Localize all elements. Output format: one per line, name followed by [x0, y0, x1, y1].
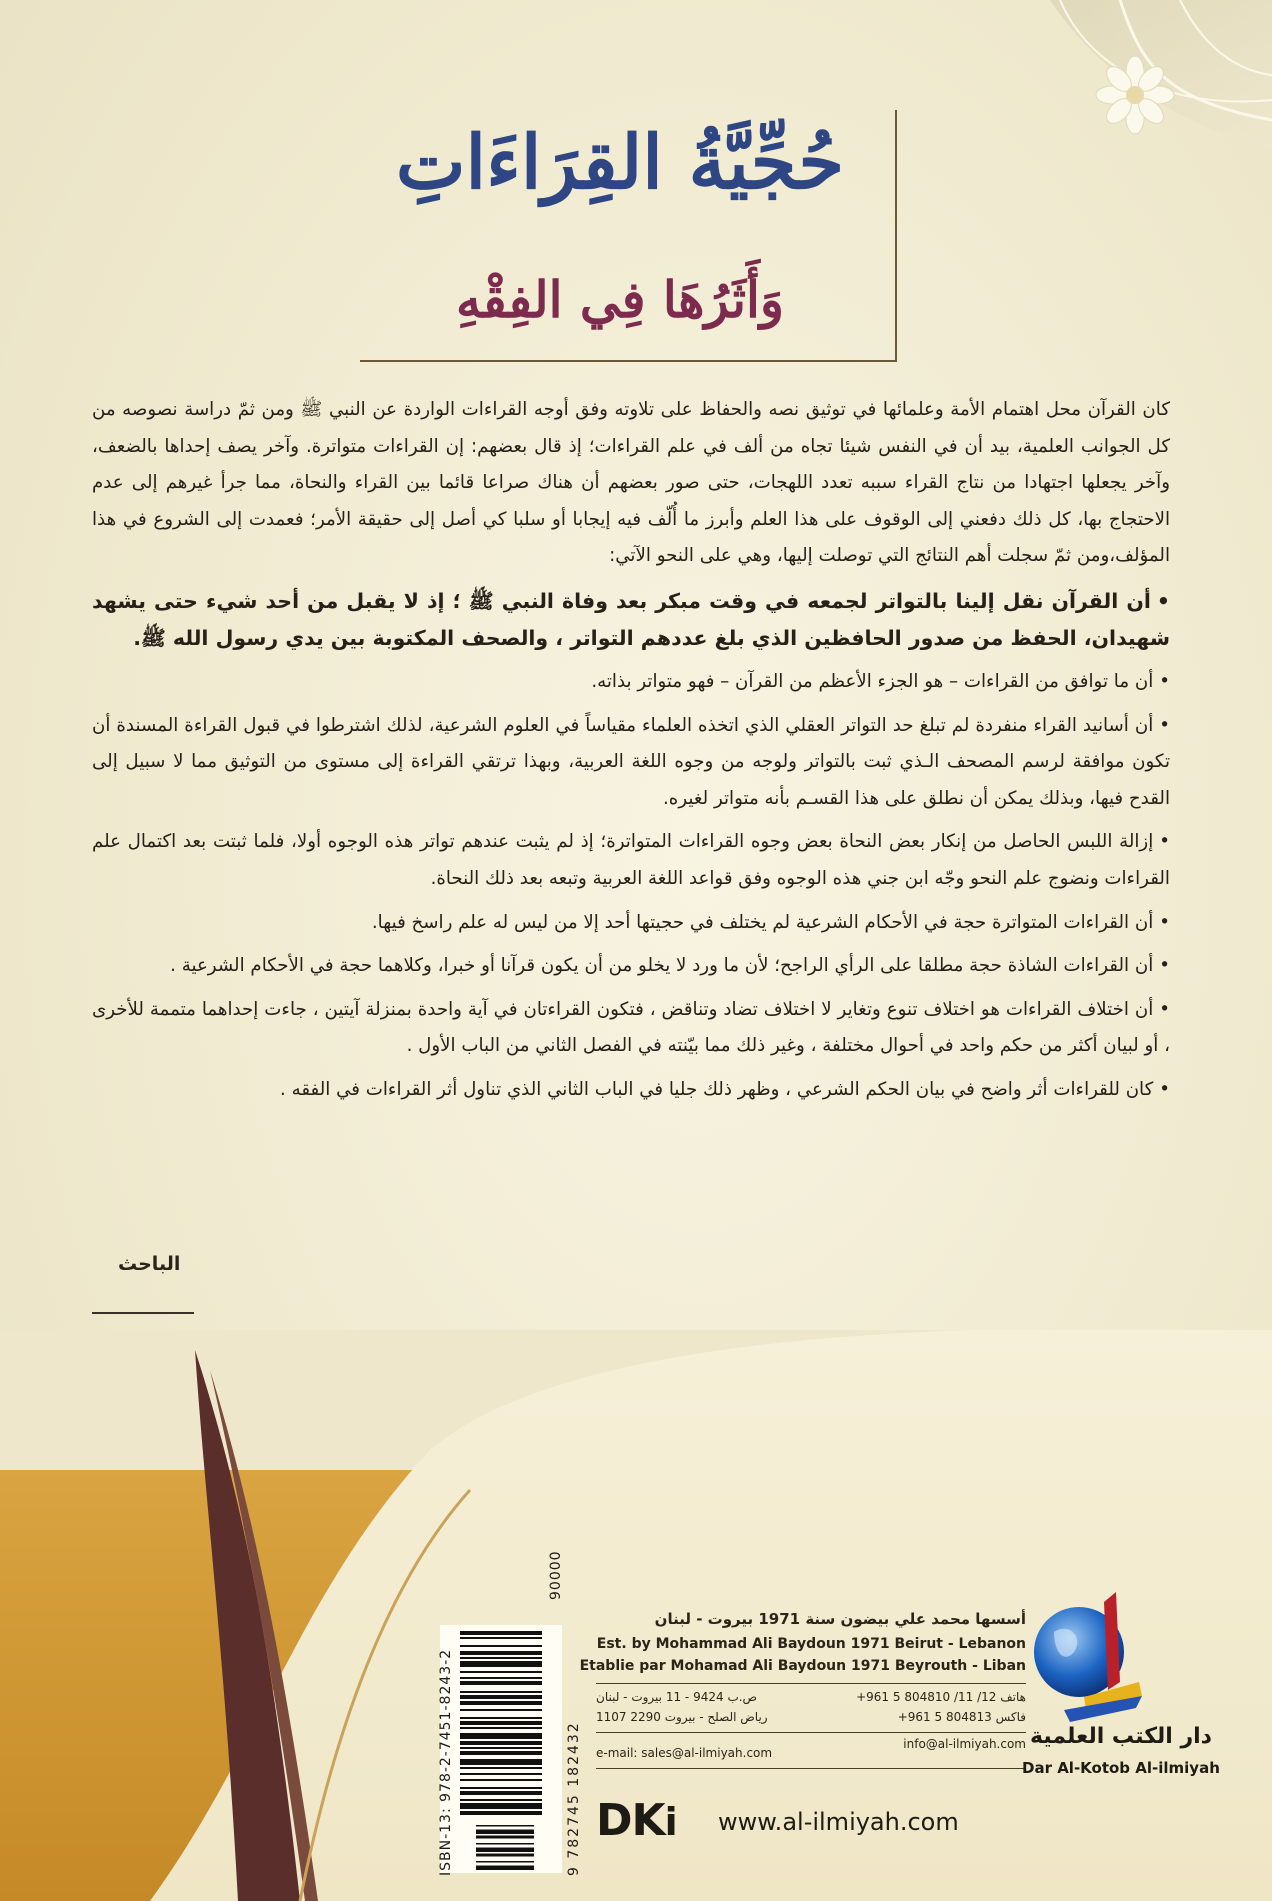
barcode	[440, 1625, 562, 1873]
barcode-bar	[460, 1779, 542, 1781]
barcode-bar	[460, 1709, 542, 1711]
barcode-bar	[460, 1631, 542, 1635]
barcode-bar	[460, 1803, 542, 1809]
publisher-info	[579, 1610, 1026, 1846]
bullet-text: أن القرآن نقل إلينا بالتواتر لجمعه في وقت مبكر بعد وفاة النبي ﷺ ؛ إذ لا يقبل من أحد شيء حتى يشهد شهيدان، الحفظ من صدور الحافظين الذي بلغ عددهم التواتر ، والصحف المكتوبة بين يدي رسول الله ﷺ.	[92, 588, 1170, 650]
bullet-icon: •	[1159, 831, 1170, 853]
isbn-number: ISBN-13: 978-2-7451-8243-2	[438, 1648, 454, 1876]
list-item	[92, 1072, 1170, 1109]
barcode-digits: 9 782745 182432	[566, 1721, 582, 1876]
book-title: حُجِّيَّةُ القِرَاءَاتِ	[395, 120, 845, 206]
dki-logo	[596, 1795, 677, 1846]
list-item	[92, 992, 1170, 1065]
bullet-icon: •	[1159, 714, 1170, 736]
barcode-bar	[460, 1751, 542, 1755]
list-item	[92, 664, 1170, 701]
barcode-addon-bar	[476, 1825, 534, 1827]
bullet-icon: •	[1156, 588, 1170, 613]
barcode-addon-bar	[476, 1830, 534, 1835]
address: رياض الصلح - بيروت 2290 1107	[596, 1710, 768, 1724]
barcode-bar	[460, 1759, 542, 1765]
po-box: ص.ب 9424 - 11 بيروت - لبنان	[596, 1690, 758, 1704]
list-item	[92, 708, 1170, 818]
barcode-addon: 90000	[548, 1550, 564, 1600]
book-subtitle: وَأَثَرُهَا فِي الفِقْهِ	[455, 270, 785, 329]
bullet-icon: •	[1159, 998, 1170, 1020]
bullet-text: أن القراءات الشاذة حجة مطلقا على الرأي الراجح؛ لأن ما ورد لا يخلو من أن يكون قرآنا أو خبرا، وكلاهما حجة في الأحكام الشرعية .	[170, 955, 1154, 977]
info-email: info@al-ilmiyah.com	[903, 1737, 1026, 1751]
barcode-bar	[460, 1691, 542, 1693]
divider	[596, 1683, 1026, 1684]
barcode-bar	[460, 1661, 542, 1667]
barcode-addon-bar	[476, 1843, 534, 1845]
barcode-bar	[460, 1717, 542, 1719]
bullet-text: أن ما توافق من القراءات – هو الجزء الأعظم من القرآن – فهو متواتر بذاته.	[591, 670, 1154, 692]
barcode-addon-bar	[476, 1854, 534, 1857]
barcode-bar	[460, 1695, 542, 1699]
bullet-text: أن أسانيد القراء منفردة لم تبلغ حد التواتر العقلي الذي اتخذه العلماء مقياساً في العلوم الشرعية، لذلك اشترطوا في قبول القراءة المسندة أن تكون موافقة لرسم المصحف الـذي ثبت بالتواتر ولوجه من وجوه اللغة العربية، وبهذا ترتقي القراءة إلى مستوى من التوثيق مما لا سبيل إلى القدح فيها، وبذلك يمكن أن نطلق على هذا القسـم بأنه متواتر لغيره.	[92, 714, 1170, 809]
barcode-bar	[460, 1773, 542, 1775]
barcode-bar	[460, 1741, 542, 1745]
barcode-bar	[460, 1651, 542, 1655]
barcode-bar	[460, 1747, 542, 1749]
isbn-label	[438, 1649, 454, 1876]
website: www.al-ilmiyah.com	[718, 1808, 959, 1836]
publisher-name-english: Dar Al-Kotob Al-ilmiyah	[1022, 1759, 1220, 1777]
barcode-addon-bar	[476, 1861, 534, 1863]
barcode-bar	[460, 1657, 542, 1659]
dki-i: i	[664, 1800, 677, 1844]
barcode-bar	[460, 1637, 542, 1639]
barcode-bar	[460, 1767, 542, 1769]
barcode-bar	[460, 1791, 542, 1795]
barcode-bar	[460, 1681, 542, 1685]
barcode-bar	[460, 1733, 542, 1739]
divider	[596, 1732, 1026, 1733]
barcode-bar	[460, 1811, 542, 1815]
intro-paragraph: كان القرآن محل اهتمام الأمة وعلمائها في توثيق نصه والحفاظ على تلاوته وفق أوجه القراءات الواردة عن النبي ﷺ ومن ثمّ دراسة نصوصه من كل الجوانب العلمية، بيد أن في النفس شيئا تجاه من ألف في علم القراءات؛ إذ قال بعضهم: إن القراءات متواترة. وآخر يصف إحداها بالضعف، وآخر يجعلها اجتهادا من نتاج القراء سببه تعدد اللهجات، حتى صور بعضهم أن هناك صراعا قائما بين القراء والنحاة، مما جرأ غيرهم إلى عدم الاحتجاج بها، كل ذلك دفعني إلى الوقوف على هذا العلم وأبرز ما أُلّف فيه إيجابا أو سلبا كي أصل إلى حقيقة الأمر؛ فعمدت إلى الشروع في هذا المؤلف،ومن ثمّ سجلت أهم النتائج التي توصلت إليها، وهي على النحو الآتي:	[92, 399, 1170, 567]
list-item	[92, 824, 1170, 897]
bullet-icon: •	[1159, 911, 1170, 933]
barcode-bar	[460, 1727, 542, 1729]
barcode-bar	[460, 1645, 542, 1647]
bullet-text: أن القراءات المتواترة حجة في الأحكام الشرعية لم يختلف في حجيتها أحد إلا من ليس له علم راسخ فيها.	[371, 911, 1154, 933]
list-item	[92, 905, 1170, 942]
flower-icon	[1090, 50, 1180, 140]
list-item	[92, 583, 1170, 657]
bullet-text: أن اختلاف القراءات هو اختلاف تنوع وتغاير لا اختلاف تضاد وتناقض ، فتكون القراءتان في آية واحدة بمنزلة آيتين ، جاءت إحداهما متممة للأخرى ، أو لبيان أكثر من حكم واحد في أحوال مختلفة ، وغير ذلك مما بيّنته في الفصل الثاني من الباب الأول .	[92, 998, 1170, 1057]
divider	[596, 1768, 1026, 1769]
bullet-icon: •	[1159, 670, 1170, 692]
sales-email: e-mail: sales@al-ilmiyah.com	[596, 1746, 773, 1760]
author-signature: الباحث	[118, 1253, 181, 1275]
phone: هاتف 12/ 11/ 804810 5 961+	[856, 1690, 1026, 1704]
founder-french: Etablie par Mohamad Ali Baydoun 1971 Beyrouth - Liban	[579, 1658, 1026, 1674]
dki-letters: DK	[596, 1795, 665, 1846]
list-item	[92, 948, 1170, 985]
divider	[92, 1312, 194, 1314]
founder-english: Est. by Mohammad Ali Baydoun 1971 Beirut - Lebanon	[596, 1636, 1026, 1652]
publisher-name-arabic: دار الكتب العلمية	[1030, 1724, 1212, 1749]
bullet-icon: •	[1159, 955, 1170, 977]
bullet-text: إزالة اللبس الحاصل من إنكار بعض النحاة بعض وجوه القراءات المتواترة؛ إذ لم يثبت عندهم تواتر هذه الوجوه أولا، فلما ثبتت بعد اكتمال علم القراءات ونضوج علم النحو وجّه ابن جني هذه الوجوه وفق قواعد اللغة العربية وتبعه بعد ذلك النحاة.	[92, 831, 1170, 889]
blurb	[92, 392, 1170, 1116]
barcode-bar	[460, 1701, 542, 1705]
barcode-addon-bar	[476, 1836, 534, 1839]
globe-logo-icon	[1024, 1592, 1154, 1727]
founder-arabic: أسسها محمد علي بيضون سنة 1971 بيروت - لبنان	[654, 1610, 1026, 1628]
barcode-addon-bar	[476, 1848, 534, 1853]
bullet-icon: •	[1159, 1078, 1170, 1100]
barcode-bar	[460, 1677, 542, 1679]
barcode-addon-bar	[476, 1866, 534, 1871]
bullet-text: كان للقراءات أثر واضح في بيان الحكم الشرعي ، وظهر ذلك جليا في الباب الثاني الذي تناول أثر القراءات في الفقه .	[280, 1078, 1154, 1100]
fax: فاكس 804813 5 961+	[897, 1710, 1026, 1724]
barcode-bar	[460, 1671, 542, 1673]
barcode-bar	[460, 1799, 542, 1801]
barcode-bar	[460, 1787, 542, 1789]
barcode-bar	[460, 1721, 542, 1725]
